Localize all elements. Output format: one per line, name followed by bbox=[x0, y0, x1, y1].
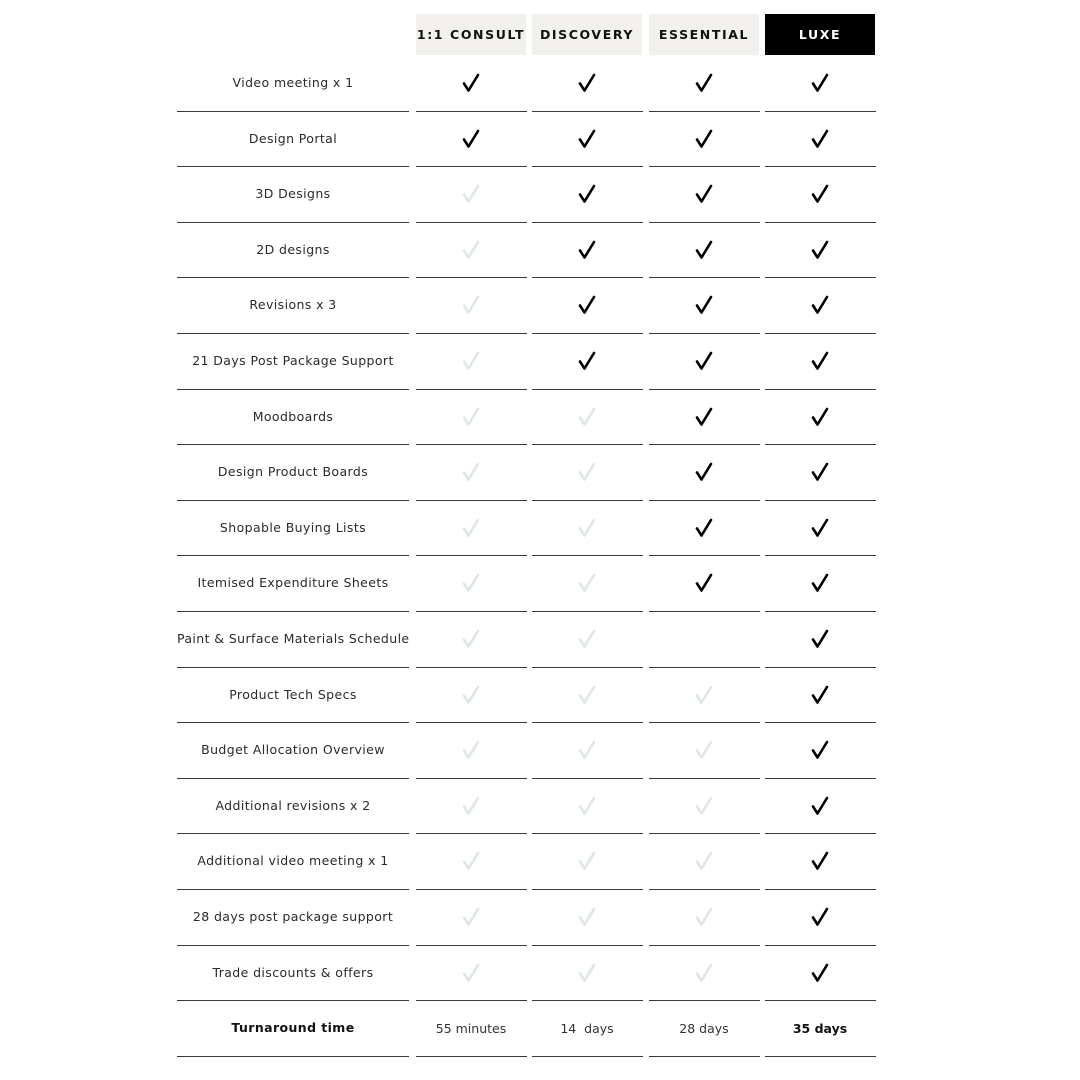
row-divider bbox=[177, 778, 409, 779]
checkmark-icon bbox=[577, 129, 597, 149]
row-divider bbox=[532, 945, 643, 946]
checkmark-icon bbox=[810, 407, 830, 427]
row-divider bbox=[765, 555, 876, 556]
checkmark-icon bbox=[577, 295, 597, 315]
row-divider bbox=[765, 389, 876, 390]
row-divider bbox=[649, 1000, 760, 1001]
faded-checkmark-icon bbox=[694, 963, 714, 983]
row-divider bbox=[765, 111, 876, 112]
faded-checkmark-icon bbox=[577, 462, 597, 482]
row-divider bbox=[416, 945, 527, 946]
row-divider bbox=[177, 111, 409, 112]
row-divider bbox=[765, 444, 876, 445]
feature-label: Product Tech Specs bbox=[229, 686, 357, 702]
row-divider bbox=[649, 111, 760, 112]
row-divider bbox=[416, 333, 527, 334]
checkmark-icon bbox=[810, 462, 830, 482]
row-divider bbox=[416, 111, 527, 112]
feature-label: Design Product Boards bbox=[217, 464, 369, 480]
row-divider bbox=[532, 722, 643, 723]
row-divider bbox=[177, 1000, 409, 1001]
column-header-1-1-consult: 1:1 CONSULT bbox=[416, 14, 526, 55]
row-divider bbox=[177, 611, 409, 612]
checkmark-icon bbox=[810, 129, 830, 149]
row-divider bbox=[649, 667, 760, 668]
row-divider bbox=[416, 555, 527, 556]
feature-label: 2D designs bbox=[256, 241, 330, 257]
row-divider bbox=[649, 722, 760, 723]
feature-label: Design Portal bbox=[248, 130, 338, 146]
row-divider bbox=[532, 111, 643, 112]
row-divider bbox=[177, 277, 409, 278]
row-divider bbox=[532, 222, 643, 223]
checkmark-icon bbox=[810, 295, 830, 315]
row-divider bbox=[532, 389, 643, 390]
row-divider bbox=[765, 222, 876, 223]
row-divider bbox=[177, 222, 409, 223]
checkmark-icon bbox=[810, 851, 830, 871]
row-divider bbox=[765, 722, 876, 723]
row-divider bbox=[649, 778, 760, 779]
turnaround-value: 55 minutes bbox=[435, 1021, 507, 1037]
faded-checkmark-icon bbox=[461, 740, 481, 760]
feature-label: Video meeting x 1 bbox=[232, 75, 354, 90]
feature-label: Additional video meeting x 1 bbox=[197, 853, 389, 869]
checkmark-icon bbox=[694, 518, 714, 538]
faded-checkmark-icon bbox=[461, 240, 481, 260]
checkmark-icon bbox=[694, 407, 714, 427]
row-divider bbox=[177, 1056, 409, 1057]
feature-label: Moodboards bbox=[252, 408, 334, 424]
feature-label: 21 Days Post Package Support bbox=[192, 353, 394, 368]
row-divider bbox=[765, 667, 876, 668]
row-divider bbox=[649, 1056, 760, 1057]
row-divider bbox=[416, 889, 527, 890]
checkmark-icon bbox=[810, 629, 830, 649]
faded-checkmark-icon bbox=[461, 963, 481, 983]
row-divider bbox=[765, 945, 876, 946]
faded-checkmark-icon bbox=[461, 295, 481, 315]
checkmark-icon bbox=[694, 129, 714, 149]
row-divider bbox=[532, 444, 643, 445]
faded-checkmark-icon bbox=[461, 907, 481, 927]
faded-checkmark-icon bbox=[694, 796, 714, 816]
faded-checkmark-icon bbox=[577, 685, 597, 705]
faded-checkmark-icon bbox=[577, 518, 597, 538]
row-divider bbox=[765, 277, 876, 278]
row-divider bbox=[649, 444, 760, 445]
row-divider bbox=[177, 945, 409, 946]
checkmark-icon bbox=[810, 240, 830, 260]
faded-checkmark-icon bbox=[461, 407, 481, 427]
row-divider bbox=[177, 166, 409, 167]
checkmark-icon bbox=[810, 796, 830, 816]
row-divider bbox=[532, 833, 643, 834]
row-divider bbox=[765, 1000, 876, 1001]
faded-checkmark-icon bbox=[461, 796, 481, 816]
checkmark-icon bbox=[810, 73, 830, 93]
row-divider bbox=[649, 333, 760, 334]
row-divider bbox=[649, 889, 760, 890]
turnaround-label: Turnaround time bbox=[231, 1020, 355, 1036]
row-divider bbox=[416, 389, 527, 390]
row-divider bbox=[532, 333, 643, 334]
row-divider bbox=[177, 389, 409, 390]
faded-checkmark-icon bbox=[577, 907, 597, 927]
faded-checkmark-icon bbox=[461, 685, 481, 705]
row-divider bbox=[532, 611, 643, 612]
checkmark-icon bbox=[694, 573, 714, 593]
faded-checkmark-icon bbox=[577, 963, 597, 983]
row-divider bbox=[177, 555, 409, 556]
column-header-discovery: DISCOVERY bbox=[532, 14, 642, 55]
row-divider bbox=[765, 166, 876, 167]
row-divider bbox=[532, 667, 643, 668]
checkmark-icon bbox=[461, 129, 481, 149]
row-divider bbox=[532, 277, 643, 278]
faded-checkmark-icon bbox=[577, 629, 597, 649]
row-divider bbox=[649, 166, 760, 167]
checkmark-icon bbox=[577, 184, 597, 204]
checkmark-icon bbox=[810, 907, 830, 927]
faded-checkmark-icon bbox=[461, 573, 481, 593]
faded-checkmark-icon bbox=[577, 851, 597, 871]
faded-checkmark-icon bbox=[461, 629, 481, 649]
checkmark-icon bbox=[810, 740, 830, 760]
row-divider bbox=[765, 778, 876, 779]
checkmark-icon bbox=[694, 73, 714, 93]
row-divider bbox=[532, 1000, 643, 1001]
row-divider bbox=[649, 277, 760, 278]
column-header-luxe: LUXE bbox=[765, 14, 875, 55]
row-divider bbox=[177, 333, 409, 334]
row-divider bbox=[416, 1000, 527, 1001]
feature-label: Additional revisions x 2 bbox=[215, 797, 371, 813]
row-divider bbox=[416, 222, 527, 223]
feature-label: Budget Allocation Overview bbox=[201, 742, 385, 758]
faded-checkmark-icon bbox=[461, 462, 481, 482]
row-divider bbox=[649, 833, 760, 834]
faded-checkmark-icon bbox=[461, 351, 481, 371]
row-divider bbox=[765, 333, 876, 334]
row-divider bbox=[416, 500, 527, 501]
faded-checkmark-icon bbox=[694, 740, 714, 760]
row-divider bbox=[177, 889, 409, 890]
row-divider bbox=[649, 611, 760, 612]
row-divider bbox=[532, 889, 643, 890]
row-divider bbox=[416, 833, 527, 834]
row-divider bbox=[649, 389, 760, 390]
row-divider bbox=[649, 222, 760, 223]
feature-label: 28 days post package support bbox=[192, 909, 394, 924]
turnaround-value: 35 days bbox=[792, 1021, 848, 1037]
faded-checkmark-icon bbox=[577, 573, 597, 593]
faded-checkmark-icon bbox=[694, 851, 714, 871]
row-divider bbox=[416, 611, 527, 612]
row-divider bbox=[649, 555, 760, 556]
checkmark-icon bbox=[810, 573, 830, 593]
checkmark-icon bbox=[694, 295, 714, 315]
checkmark-icon bbox=[694, 351, 714, 371]
faded-checkmark-icon bbox=[461, 518, 481, 538]
checkmark-icon bbox=[810, 351, 830, 371]
row-divider bbox=[177, 444, 409, 445]
row-divider bbox=[765, 1056, 876, 1057]
row-divider bbox=[177, 833, 409, 834]
checkmark-icon bbox=[810, 518, 830, 538]
row-divider bbox=[765, 833, 876, 834]
checkmark-icon bbox=[577, 240, 597, 260]
faded-checkmark-icon bbox=[461, 851, 481, 871]
row-divider bbox=[765, 500, 876, 501]
row-divider bbox=[177, 667, 409, 668]
checkmark-icon bbox=[810, 963, 830, 983]
faded-checkmark-icon bbox=[577, 796, 597, 816]
row-divider bbox=[532, 500, 643, 501]
faded-checkmark-icon bbox=[577, 740, 597, 760]
row-divider bbox=[416, 667, 527, 668]
row-divider bbox=[416, 778, 527, 779]
row-divider bbox=[416, 722, 527, 723]
checkmark-icon bbox=[461, 73, 481, 93]
checkmark-icon bbox=[810, 685, 830, 705]
checkmark-icon bbox=[694, 184, 714, 204]
row-divider bbox=[532, 1056, 643, 1057]
row-divider bbox=[532, 555, 643, 556]
row-divider bbox=[416, 444, 527, 445]
faded-checkmark-icon bbox=[577, 407, 597, 427]
row-divider bbox=[765, 889, 876, 890]
row-divider bbox=[416, 1056, 527, 1057]
row-divider bbox=[649, 945, 760, 946]
checkmark-icon bbox=[810, 184, 830, 204]
feature-label: Trade discounts & offers bbox=[212, 964, 374, 980]
checkmark-icon bbox=[694, 240, 714, 260]
faded-checkmark-icon bbox=[694, 907, 714, 927]
checkmark-icon bbox=[577, 351, 597, 371]
column-header-essential: ESSENTIAL bbox=[649, 14, 759, 55]
feature-label: Paint & Surface Materials Schedule bbox=[177, 631, 410, 646]
feature-label: 3D Designs bbox=[255, 186, 331, 202]
turnaround-value: 14 days bbox=[560, 1021, 614, 1037]
row-divider bbox=[649, 500, 760, 501]
turnaround-value: 28 days bbox=[679, 1021, 729, 1037]
row-divider bbox=[416, 277, 527, 278]
row-divider bbox=[532, 166, 643, 167]
row-divider bbox=[416, 166, 527, 167]
feature-label: Shopable Buying Lists bbox=[219, 519, 367, 535]
checkmark-icon bbox=[694, 462, 714, 482]
faded-checkmark-icon bbox=[461, 184, 481, 204]
checkmark-icon bbox=[577, 73, 597, 93]
faded-checkmark-icon bbox=[694, 685, 714, 705]
feature-label: Revisions x 3 bbox=[249, 297, 337, 313]
row-divider bbox=[177, 722, 409, 723]
row-divider bbox=[765, 611, 876, 612]
row-divider bbox=[532, 778, 643, 779]
row-divider bbox=[177, 500, 409, 501]
feature-label: Itemised Expenditure Sheets bbox=[197, 575, 389, 591]
